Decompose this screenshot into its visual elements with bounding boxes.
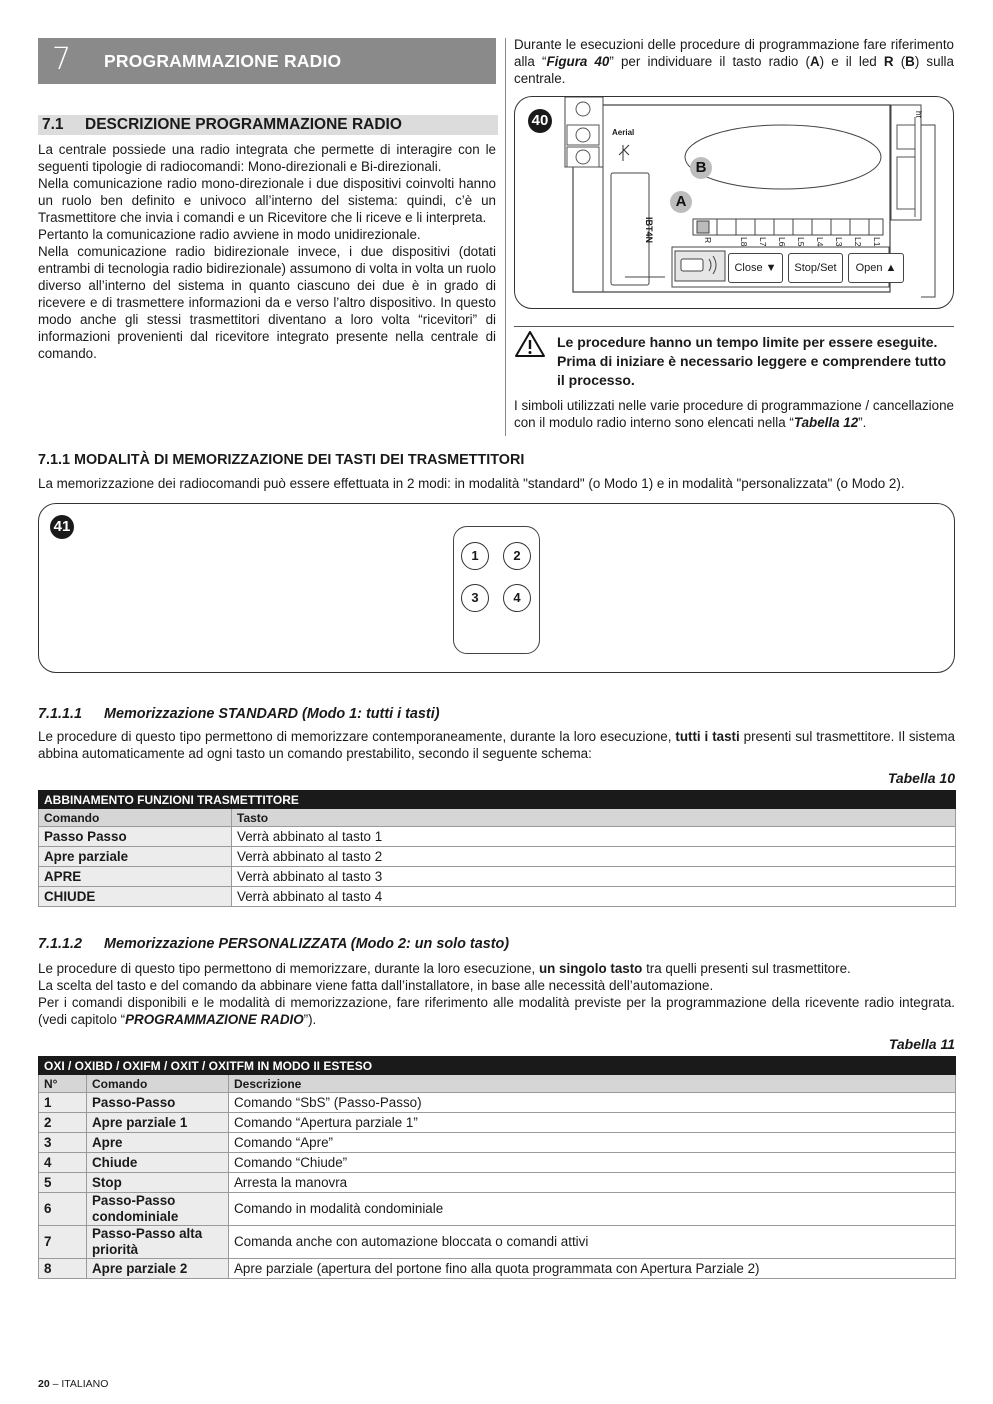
section-heading — [38, 115, 498, 135]
table-caption: Tabella 10 — [887, 770, 955, 786]
warning-icon — [514, 330, 546, 358]
text-run: ”. — [858, 415, 867, 430]
chapter-number: 7 — [52, 42, 72, 77]
paragraph: La scelta del tasto e del comando da abbinare viene fatta dall’installatore, in base alle necessità dell’automazione. — [38, 978, 714, 993]
remote-key-2: 2 — [503, 542, 531, 570]
text-run: Per i comandi disponibili e le modalità di memorizzazione, fare riferimento alle modalità previste per la programmazione della ricevente radio integrata. (vedi capitolo “ — [38, 995, 955, 1027]
command-cell: Apre parziale 1 — [87, 1113, 229, 1133]
table-11 — [38, 1056, 956, 1279]
warning-rule — [514, 326, 954, 327]
section-title: DESCRIZIONE PROGRAMMAZIONE RADIO — [85, 116, 402, 133]
column-header: Descrizione — [229, 1075, 956, 1093]
command-cell: Stop — [87, 1173, 229, 1193]
symbols-note — [514, 397, 954, 431]
bold-run: un singolo tasto — [538, 961, 643, 976]
text-run: ” per individuare il tasto radio ( — [609, 54, 810, 69]
remote-key-4: 4 — [503, 584, 531, 612]
intro-paragraph: La centrale possiede una radio integrata che permette di interagire con le seguenti tipologie di radiocomandi: Mono-direzionali e Bi-direzionali. — [38, 142, 496, 174]
number-cell: 6 — [39, 1193, 87, 1226]
description-cell: Arresta la manovra — [229, 1173, 956, 1193]
text-run: Le procedure di questo tipo permettono di memorizzare contemporaneamente, durante la loro esecuzione, — [38, 729, 676, 744]
table-row — [39, 1173, 956, 1193]
open-button: Open ▲ — [848, 253, 904, 283]
figure-number-badge: 40 — [528, 109, 552, 133]
warning-text: Le procedure hanno un tempo limite per essere eseguite. Prima di iniziare è necessario leggere e comprendere tutto il processo. — [557, 334, 947, 388]
remote-key-1: 1 — [461, 542, 489, 570]
bold-run: tutti i tasti — [675, 729, 740, 744]
column-header: Comando — [39, 809, 232, 827]
intro-paragraph: Nella comunicazione radio bidirezionale invece, i due dispositivi (dotati entrambi di tecnologia radio bidirezionale) assumono di volta in volta un ruolo diverso all’interno del sistema in quanto ciascuno dei due è in grado di ricevere e di trasmettere informazioni da e verso l’altro dispositivo. In questo modo anche gli stessi trasmettitori diventano a loro volta “ricevitori” di informazioni provenienti dal ricevitore integrato presente nella centrale di comando. — [38, 244, 496, 361]
footer-language: – ITALIANO — [49, 1378, 109, 1390]
label-a-badge: A — [670, 191, 692, 213]
close-button: Close ▼ — [728, 253, 783, 283]
command-cell: Passo-Passo — [87, 1093, 229, 1113]
subsubsection-heading — [38, 706, 440, 722]
page-number: 20 — [38, 1378, 50, 1390]
right-intro — [514, 36, 954, 87]
text-run: ) sulla centrale. — [514, 54, 954, 86]
description-cell: Comando in modalità condominiale — [229, 1193, 956, 1226]
led-label: L8 — [739, 237, 749, 247]
stop-set-button: Stop/Set — [788, 253, 843, 283]
heading-title: Memorizzazione PERSONALIZZATA (Modo 2: un solo tasto) — [104, 936, 510, 952]
key-cell: Verrà abbinato al tasto 4 — [232, 887, 956, 907]
led-label: R — [703, 237, 713, 244]
label-b-badge: B — [690, 157, 712, 179]
text-run: I simboli utilizzati nelle varie procedure di programmazione / cancellazione con il modulo radio interno sono elencati nella “ — [514, 398, 954, 430]
command-cell: Chiude — [87, 1153, 229, 1173]
chapter-ref: PROGRAMMAZIONE RADIO — [125, 1012, 304, 1027]
command-cell: Passo-Passo alta priorità — [87, 1226, 229, 1259]
number-cell: 4 — [39, 1153, 87, 1173]
aerial-label: Aerial — [612, 128, 635, 137]
table-caption: Tabella 11 — [888, 1036, 955, 1052]
text-run: presenti sul trasmettitore. Il sistema abbina automaticamente ad ogni tasto un comando prestabilito, secondo il seguente schema: — [38, 729, 955, 761]
led-label: L2 — [853, 237, 863, 247]
ibt4n-label: IBT4N — [644, 217, 654, 244]
chapter-title: PROGRAMMAZIONE RADIO — [104, 51, 342, 71]
number-cell: 1 — [39, 1093, 87, 1113]
page-footer — [38, 1378, 108, 1390]
heading-number: 7.1.1.2 — [38, 936, 83, 952]
led-label: L4 — [815, 237, 825, 247]
description-cell: Comanda anche con automazione bloccata o comandi attivi — [229, 1226, 956, 1259]
table-row — [39, 827, 956, 847]
number-cell: 8 — [39, 1259, 87, 1279]
figure-41-remote — [38, 503, 955, 673]
column-header: Comando — [87, 1075, 229, 1093]
description-cell: Comando “Apertura parziale 1” — [229, 1113, 956, 1133]
command-cell: CHIUDE — [39, 887, 232, 907]
heading-title: Memorizzazione STANDARD (Modo 1: tutti i tasti) — [104, 706, 440, 722]
led-label: L7 — [758, 237, 768, 247]
custom-text — [38, 960, 955, 1028]
column-header: N° — [39, 1075, 87, 1093]
table-row — [39, 1093, 956, 1113]
table-row — [39, 1133, 956, 1153]
heading-number: 7.1.1.1 — [38, 706, 83, 722]
key-b: B — [905, 54, 915, 69]
table-row — [39, 1259, 956, 1279]
remote-key-3: 3 — [461, 584, 489, 612]
number-cell: 3 — [39, 1133, 87, 1153]
paragraph: La memorizzazione dei radiocomandi può essere effettuata in 2 modi: in modalità "standard" (o Modo 1) e in modalità "personalizzata" (o Modo 2). — [38, 476, 905, 491]
figure-40-board — [514, 96, 954, 309]
led-label: L1 — [872, 237, 882, 247]
text-run: Durante le esecuzioni delle procedure di programmazione fare riferimento alla “ — [514, 37, 954, 69]
command-cell: Apre — [87, 1133, 229, 1153]
intro-text — [38, 141, 496, 362]
command-cell: Passo-Passo condominiale — [87, 1193, 229, 1226]
description-cell: Comando “Apre” — [229, 1133, 956, 1153]
table-row — [39, 1193, 956, 1226]
standard-text — [38, 728, 955, 762]
key-cell: Verrà abbinato al tasto 2 — [232, 847, 956, 867]
command-cell: APRE — [39, 867, 232, 887]
led-label: L5 — [796, 237, 806, 247]
intro-paragraph: Pertanto la comunicazione radio avviene in modo unidirezionale. — [38, 227, 421, 242]
section-number: 7.1 — [42, 116, 64, 133]
figure-ref: Figura 40 — [546, 54, 610, 69]
text-run: ( — [893, 54, 906, 69]
key-a: A — [809, 54, 820, 69]
text-run: tra quelli presenti sul trasmettitore. — [642, 961, 851, 976]
remote-control — [453, 526, 540, 654]
corner-label: ht — [914, 111, 923, 118]
table-title: ABBINAMENTO FUNZIONI TRASMETTITORE — [39, 791, 956, 809]
number-cell: 7 — [39, 1226, 87, 1259]
table-ref: Tabella 12 — [793, 415, 859, 430]
text-run: Le procedure di questo tipo permettono di memorizzare, durante la loro esecuzione, — [38, 961, 539, 976]
table-row — [39, 1226, 956, 1259]
key-cell: Verrà abbinato al tasto 1 — [232, 827, 956, 847]
key-cell: Verrà abbinato al tasto 3 — [232, 867, 956, 887]
description-cell: Comando “SbS” (Passo-Passo) — [229, 1093, 956, 1113]
number-cell: 5 — [39, 1173, 87, 1193]
command-cell: Apre parziale 2 — [87, 1259, 229, 1279]
key-r: R — [883, 54, 894, 69]
subsection-title: 7.1.1 MODALITÀ DI MEMORIZZAZIONE DEI TASTI DEI TRASMETTITORI — [38, 452, 525, 468]
table-row — [39, 887, 956, 907]
subsubsection-heading — [38, 936, 509, 952]
table-row — [39, 847, 956, 867]
description-cell: Comando “Chiude” — [229, 1153, 956, 1173]
column-header: Tasto — [232, 809, 956, 827]
subsection-text — [38, 475, 955, 492]
text-run: ”). — [303, 1012, 317, 1027]
command-cell: Passo Passo — [39, 827, 232, 847]
table-title: OXI / OXIBD / OXIFM / OXIT / OXITFM IN MODO II ESTESO — [39, 1057, 956, 1075]
description-cell: Apre parziale (apertura del portone fino alla quota programmata con Apertura Parziale 2) — [229, 1259, 956, 1279]
column-divider — [505, 38, 506, 436]
table-row — [39, 867, 956, 887]
intro-paragraph: Nella comunicazione radio mono-direzionale i due dispositivi coinvolti hanno un ruolo ben definito e univoco all’interno del sistema: quindi, c’è un Trasmettitore che invia i comandi e un Ricevitore che li riceve e li interpreta. — [38, 176, 496, 225]
led-label: L3 — [834, 237, 844, 247]
text-run: ) e il led — [819, 54, 884, 69]
command-cell: Apre parziale — [39, 847, 232, 867]
table-10 — [38, 790, 956, 907]
table-row — [39, 1113, 956, 1133]
number-cell: 2 — [39, 1113, 87, 1133]
chapter-header — [38, 38, 496, 84]
led-label: L6 — [777, 237, 787, 247]
table-row — [39, 1153, 956, 1173]
figure-number-badge: 41 — [50, 515, 74, 539]
